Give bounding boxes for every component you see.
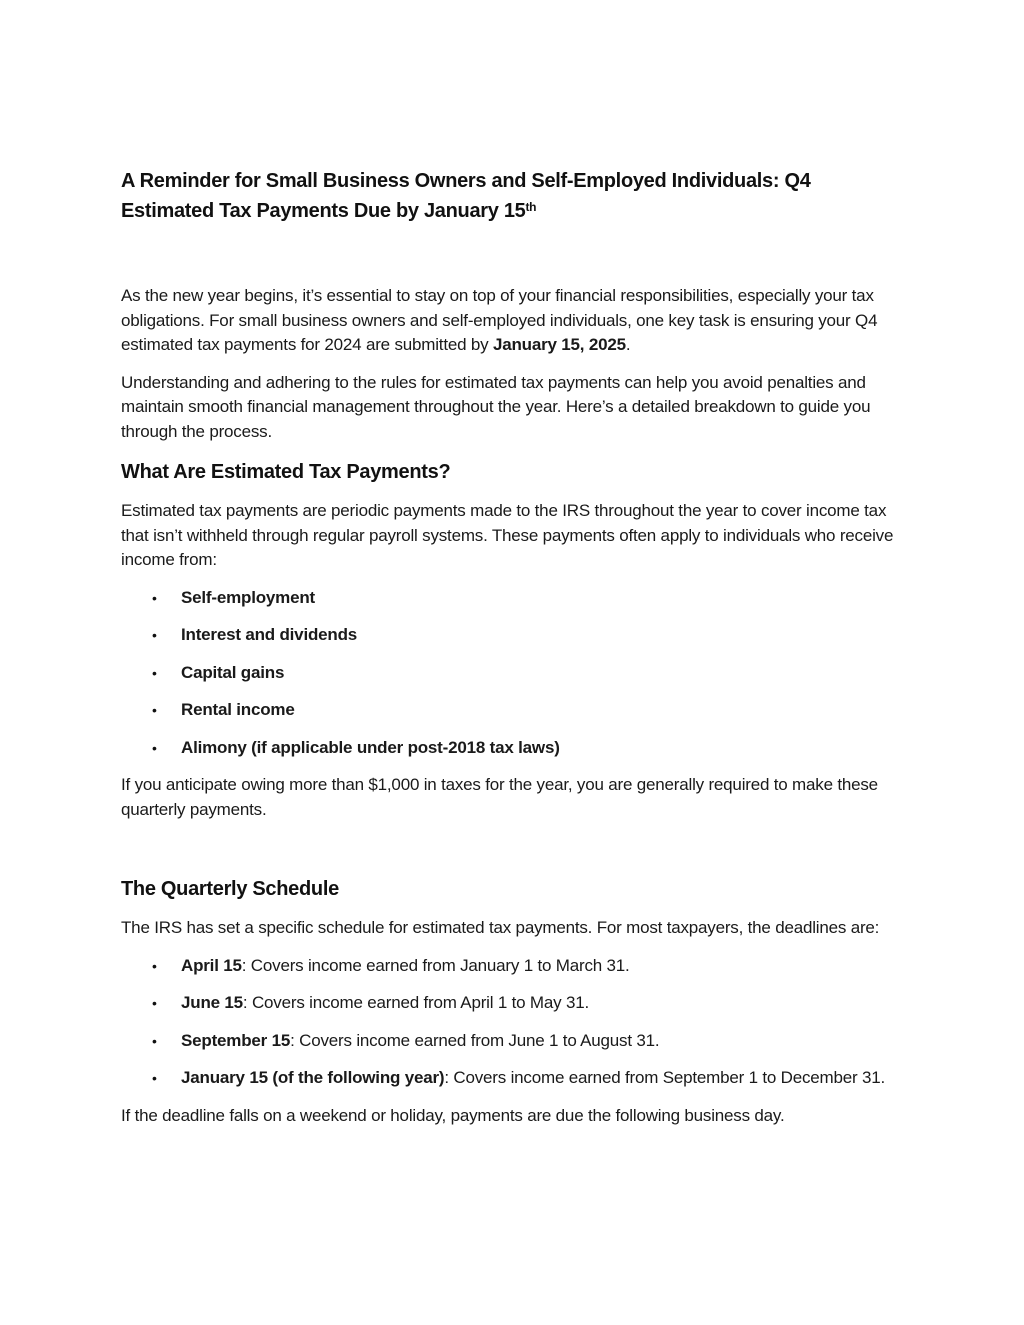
income-sources-list: [121, 586, 903, 761]
bullet-text: [181, 1031, 659, 1050]
section1-body: Estimated tax payments are periodic payments made to the IRS throughout the year to cover income tax that isn’t withheld through regular payroll systems. These payments often apply to individuals who receive income from:: [121, 501, 894, 569]
bullet-icon: •: [152, 702, 157, 718]
section-heading-quarterly-schedule: The Quarterly Schedule: [121, 878, 339, 900]
list-item: [121, 736, 903, 761]
list-item: [121, 991, 903, 1016]
bullet-text: [181, 993, 589, 1012]
list-item: [121, 1066, 903, 1091]
deadline-label: June 15: [181, 993, 243, 1012]
list-item: [121, 661, 903, 686]
bullet-text: Alimony (if applicable under post-2018 tax laws): [181, 737, 560, 757]
bullet-icon: •: [152, 995, 157, 1011]
bullet-icon: •: [152, 627, 157, 643]
title-line-1: A Reminder for Small Business Owners and Self-Employed Individuals: Q4: [121, 170, 811, 192]
title-line-2-text: Estimated Tax Payments Due by January 15: [121, 200, 526, 222]
deadline-label: April 15: [181, 955, 242, 975]
document-title: [121, 166, 903, 226]
deadline-description: : Covers income earned from September 1 to December 31.: [444, 1068, 886, 1087]
bullet-text: [181, 956, 630, 975]
section1-note: If you anticipate owing more than $1,000 in taxes for the year, you are generally required to make these quarterly payments.: [121, 775, 878, 819]
title-superscript: th: [525, 200, 537, 214]
deadline-description: : Covers income earned from January 1 to March 31.: [241, 955, 630, 975]
section-heading-what-are-estimated-tax-payments: What Are Estimated Tax Payments?: [121, 461, 451, 483]
bullet-icon: •: [152, 739, 157, 756]
list-item: [121, 586, 903, 611]
section2-note: If the deadline falls on a weekend or holiday, payments are due the following business day.: [121, 1105, 785, 1125]
intro-paragraph-1-pre: As the new year begins, it’s essential to stay on top of your financial responsibilities, especially your tax obligations. For small business owners and self-employed individuals, one key task is ensuring your Q4 estimated tax payments for 2024 are submitted by: [121, 286, 878, 354]
deadline-description: : Covers income earned from April 1 to May 31.: [242, 993, 589, 1012]
list-item: [121, 954, 903, 979]
bullet-text: Rental income: [181, 700, 295, 719]
bullet-text: Self-employment: [181, 587, 315, 607]
section2-body: The IRS has set a specific schedule for estimated tax payments. For most taxpayers, the deadlines are:: [121, 918, 880, 937]
bullet-icon: •: [152, 957, 157, 974]
bullet-icon: •: [152, 1032, 157, 1049]
deadline-list: [121, 954, 903, 1091]
intro-paragraph-1: [121, 284, 903, 358]
deadline-description: : Covers income earned from June 1 to August 31.: [290, 1030, 660, 1050]
deadline-date-bold: January 15, 2025: [492, 335, 626, 354]
bullet-text: [181, 1068, 885, 1087]
deadline-label: September 15: [181, 1030, 291, 1050]
bullet-icon: •: [152, 1070, 157, 1086]
intro-paragraph-1-post: .: [625, 335, 631, 354]
list-item: [121, 698, 903, 723]
bullet-icon: •: [152, 664, 157, 681]
list-item: [121, 1029, 903, 1054]
list-item: [121, 623, 903, 648]
intro-paragraph-2: Understanding and adhering to the rules for estimated tax payments can help you avoid penalties and maintain smooth financial management throughout the year. Here’s a detailed breakdown to guide you through the process.: [121, 372, 871, 441]
deadline-label: January 15 (of the following year): [181, 1068, 445, 1087]
bullet-text: Interest and dividends: [181, 625, 358, 644]
bullet-text: Capital gains: [181, 662, 285, 682]
bullet-icon: •: [152, 589, 157, 606]
title-line-2: [121, 196, 903, 226]
